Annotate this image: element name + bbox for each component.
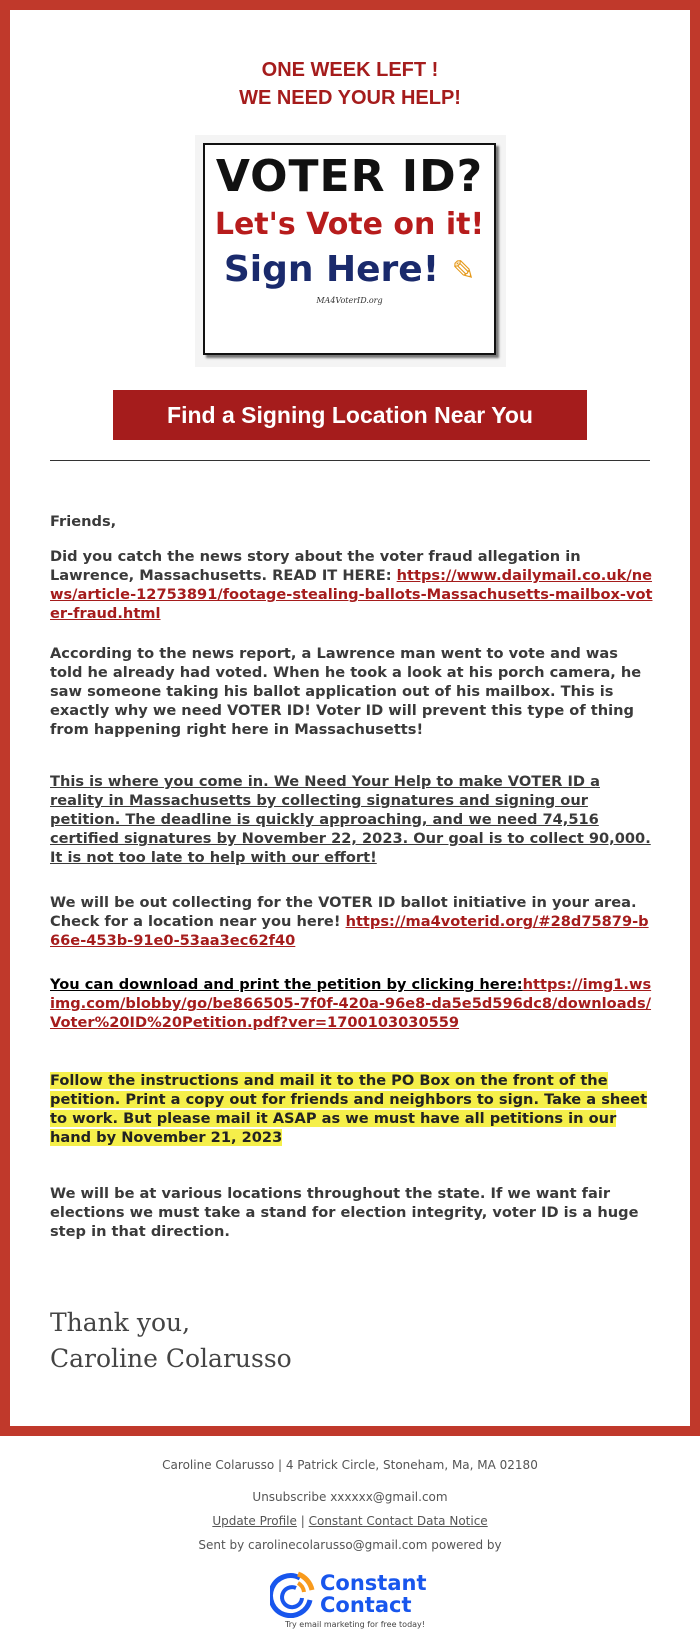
unsubscribe-link[interactable]: Unsubscribe xxxxxx@gmail.com [252, 1490, 448, 1504]
signature [50, 1305, 292, 1377]
headline-line-2: WE NEED YOUR HELP! [239, 87, 461, 109]
find-signing-location-button[interactable]: Find a Signing Location Near You [113, 390, 587, 440]
paragraph-news-text: Did you catch the news story about the voter fraud allegation in Lawrence, Massachusetts. READ IT HERE: [50, 548, 581, 584]
logo-line-2: Contact [320, 1593, 412, 1617]
signature-closing: Thank you, [50, 1308, 191, 1337]
paragraph-news [50, 547, 655, 623]
data-notice-link[interactable]: Constant Contact Data Notice [308, 1514, 488, 1528]
petition-pdf-link[interactable]: https://img1.wsimg.com/blobby/go/be866505-7f0f-420a-96e8-da5e5d596dc8/downloads/Voter%20ID%20Petition.pdf?ver=1700103030559 [50, 976, 652, 1031]
pencil-icon: ✎ [451, 254, 476, 287]
paragraph-help: This is where you come in. We Need Your Help to make VOTER ID a reality in Massachusetts by collecting signatures and signing our petition. The deadline is quickly approaching, and we need 74,516 certified signatures by November 22, 2023. Our goal is to collect 90,000. It is not too late to help with our effort! [50, 773, 651, 866]
dailymail-link[interactable]: https://www.dailymail.co.uk/news/article-12753891/footage-stealing-ballots-Massachusetts-mailbox-voter-fraud.html [50, 567, 653, 622]
greeting: Friends, [50, 513, 117, 530]
paragraph-download [50, 975, 655, 1032]
sign-title: VOTER ID? [215, 151, 484, 202]
sign-subtitle: Let's Vote on it! [214, 207, 485, 242]
footer-links [0, 1514, 700, 1528]
paragraph-collecting-text: We will be out collecting for the VOTER ID ballot initiative in your area. Check for a location near you here! [50, 894, 637, 930]
footer-address: Caroline Colarusso | 4 Patrick Circle, Stoneham, Ma, MA 02180 [162, 1458, 538, 1472]
signature-name: Caroline Colarusso [50, 1344, 292, 1373]
sign-call-text: Sign Here! [223, 249, 440, 290]
logo-line-1: Constant [320, 1571, 427, 1595]
divider [50, 460, 650, 461]
footer-separator: | [300, 1514, 305, 1528]
headline-line-1: ONE WEEK LEFT ! [261, 59, 439, 81]
paragraph-collecting [50, 893, 655, 950]
sign-card [203, 143, 496, 355]
constant-contact-logo-icon [270, 1570, 316, 1618]
voter-id-sign-image[interactable] [195, 135, 506, 367]
sign-logo: MA4VoterID.org [316, 296, 383, 305]
footer-sent-by: Sent by carolinecolarusso@gmail.com powered by [198, 1538, 502, 1552]
paragraph-report: According to the news report, a Lawrence man went to vote and was told he already had voted. When he took a look at his porch camera, he saw someone taking his ballot application out of his mailbox. This is exactly why we need VOTER ID! Voter ID will prevent this type of thing from happening right here in Massachusetts! [50, 645, 642, 738]
paragraph-locations: We will be at various locations throughout the state. If we want fair elections we must take a stand for election integrity, voter ID is a huge step in that direction. [50, 1185, 639, 1240]
paragraph-instructions [50, 1071, 655, 1147]
constant-contact-wordmark [320, 1572, 427, 1616]
ma4voterid-link[interactable]: https://ma4voterid.org/#28d75879-b66e-453b-91e0-53aa3ec62f40 [50, 913, 649, 949]
paragraph-download-text: You can download and print the petition by clicking here: [50, 976, 523, 993]
constant-contact-tagline: Try email marketing for free today! [285, 1620, 425, 1629]
sign-call [205, 247, 494, 294]
highlighted-instructions: Follow the instructions and mail it to the PO Box on the front of the petition. Print a copy out for friends and neighbors to sign. Take a sheet to work. But please mail it ASAP as we must have all petitions in our hand by November 21, 2023 [50, 1072, 648, 1146]
update-profile-link[interactable]: Update Profile [212, 1514, 297, 1528]
headline [0, 56, 700, 112]
constant-contact-logo[interactable] [270, 1568, 440, 1638]
